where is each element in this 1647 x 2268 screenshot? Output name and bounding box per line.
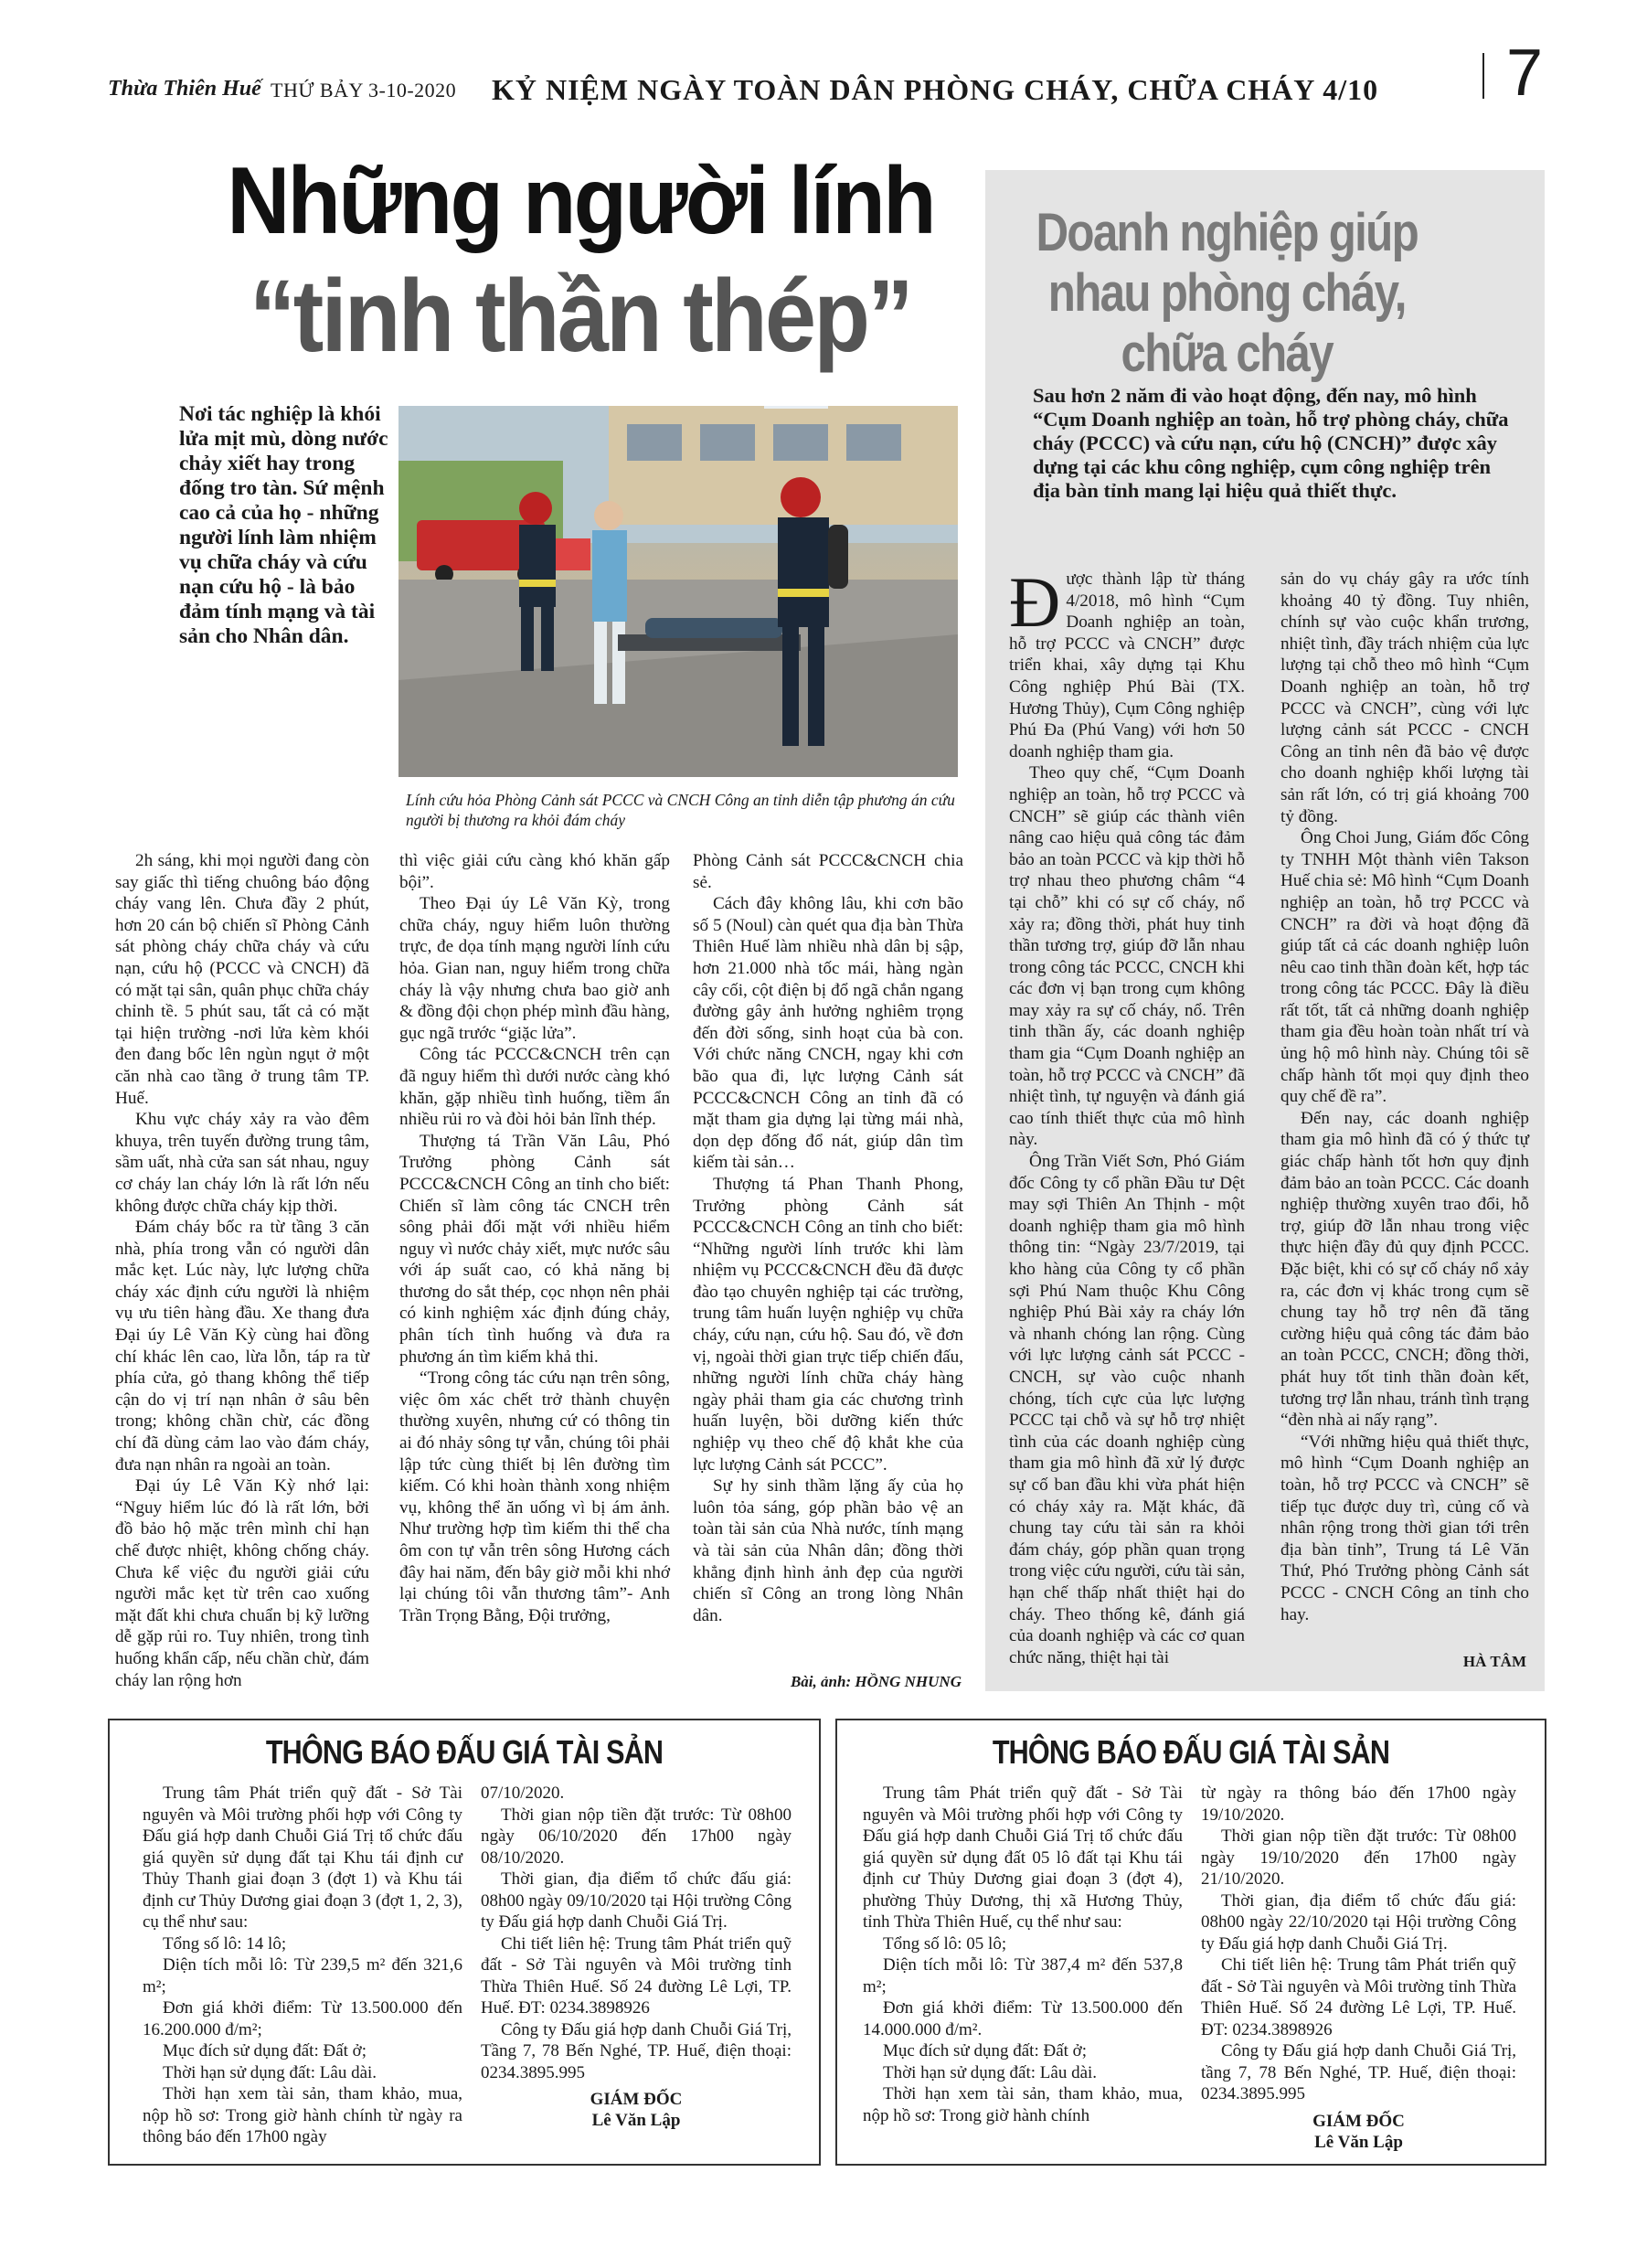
firefighter-rescue-photo xyxy=(398,406,958,777)
paragraph: Sự hy sinh thầm lặng ấy của họ luôn tỏa sáng, góp phần bảo vệ an toàn tài sản của Nhà nước, tính mạng và tài sản của Nhân dân; đồng thời khẳng định hình ảnh đẹp của người chiến sĩ Công an trong lòng Nhân dân. xyxy=(693,1476,963,1625)
paragraph: Đại úy Lê Văn Kỳ nhớ lại: “Nguy hiểm lúc đó là rất lớn, bởi đồ bảo hộ mặc trên mình chỉ hạn chế được nhiệt, không chống cháy. Chưa kể việc đu người giải cứu người mắc kẹt từ trên cao xuống mặt đất khi chưa chuẩn bị kỹ lưỡng dễ gặp rủi ro. Tuy nhiên, trong tình huống khẩn cấp, nếu chần chừ, đám cháy lan rộng hơn xyxy=(115,1476,369,1690)
paragraph: Đến nay, các doanh nghiệp tham gia mô hình đã có ý thức tự giác chấp hành tốt hơn quy định đảm bảo an toàn PCCC. Các doanh nghiệp thường xuyên trao đổi, hỗ trợ, giúp đỡ lẫn nhau trong việc thực hiện đầy đủ quy định PCCC. Đặc biệt, khi có sự cố cháy nổ xảy ra, các đơn vị khác trong cụm sẽ chung tay hỗ trợ nên đã tăng cường hiệu quả công tác đảm bảo an toàn PCCC, CNCH; đồng thời, phát huy tốt tinh thần đoàn kết, tương trợ lẫn nhau, tránh tình trạng “đèn nhà ai nấy rạng”. xyxy=(1280,1108,1529,1431)
paragraph: sản do vụ cháy gây ra ước tính khoảng 40 tỷ đồng. Tuy nhiên, chính sự vào cuộc khẩn trương, nhiệt tình, đầy trách nhiệm của lực lượng tại chỗ theo mô hình “Cụm Doanh nghiệp an toàn, hỗ trợ PCCC và CNCH”, cùng với lực lượng cảnh sát PCCC - CNCH Công an tỉnh nên đã bảo vệ được cho doanh nghiệp khối lượng tài sản rất lớn, có trị giá khoảng 700 tỷ đồng. xyxy=(1280,570,1529,826)
notice-title: THÔNG BÁO ĐẤU GIÁ TÀI SẢN xyxy=(265,1733,664,1771)
article-byline: Bài, ảnh: HỒNG NHUNG xyxy=(790,1673,962,1690)
paragraph: Đám cháy bốc ra từ tầng 3 căn nhà, phía trong vẫn có người dân mắc kẹt. Lúc này, lực lượng chữa cháy xác định cứu người là nhiệm vụ ưu tiên hàng đầu. Xe thang đưa Đại úy Lê Văn Kỳ cùng hai đồng chí khác lên cao, lừa lỗn, táp ra từ phía cửa, gỏ thang không thể tiếp cận do vị trí nạn nhân ở sâu bên trong; không chần chừ, các đồng chí đã dùng cảm lao vào đám cháy, đưa nạn nhân ra ngoài an toàn. xyxy=(115,1218,369,1475)
paragraph: Khu vực cháy xảy ra vào đêm khuya, trên tuyến đường trung tâm, sầm uất, nhà cửa san sát nhau, nguy cơ cháy lan cháy lớn là rất lớn nếu không được chữa cháy kịp thời. xyxy=(115,1110,369,1216)
paragraph: Chi tiết liên hệ: Trung tâm Phát triển quỹ đất - Sở Tài nguyên và Môi trường tỉnh Thừa Thiên Huế. Số 24 đường Lê Lợi, TP. Huế. ĐT: 0234.3898926 xyxy=(1201,1955,1516,2039)
paragraph: Công tác PCCC&CNCH trên cạn đã nguy hiểm thì dưới nước càng khó khăn, gặp nhiều tình huống, tiềm ẩn nhiều rủi ro và đòi hỏi bản lĩnh thép. xyxy=(399,1045,670,1130)
article-headline-line1: Những người lính xyxy=(227,148,934,254)
paragraph: Công ty Đấu giá hợp danh Chuỗi Giá Trị, Tầng 7, 78 Bến Nghé, TP. Huế, điện thoại: 0234.3895.995 xyxy=(481,2019,792,2082)
notice-sign-role: GIÁM ĐỐC xyxy=(1312,2111,1405,2131)
paragraph: Trung tâm Phát triển quỹ đất - Sở Tài nguyên và Môi trường phối hợp với Công ty Đấu giá hợp danh Chuỗi Giá Trị tổ chức đấu giá quyền sử dụng đất tại Khu tái định cư Thủy Thanh giai đoạn 3 (đợt 1) và Khu tái định cư Thủy Dương giai đoạn 3 (đợt 1, 2, 3), cụ thể như sau: xyxy=(143,1784,462,1932)
paragraph: Ông Choi Jung, Giám đốc Công ty TNHH Một thành viên Takson Huế chia sẻ: Mô hình “Cụm Doanh nghiệp an toàn, hỗ trợ PCCC và CNCH” ra đời và hoạt động đã giúp tất cả các doanh nghiệp luôn nêu cao tinh thần đoàn kết, hợp tác trong công tác PCCC. Đây là điều rất tốt, tất cả những doanh nghiệp tham gia đều hoàn toàn nhất trí và ủng hộ mô hình này. Chúng tôi sẽ chấp hành tốt mọi quy định theo quy chế đề ra”. xyxy=(1280,828,1529,1107)
paragraph: Tổng số lô: 14 lô; xyxy=(163,1933,287,1954)
paragraph: Thời gian, địa điểm tổ chức đấu giá: 08h00 ngày 22/10/2020 tại Hội trường Công ty Đấu giá hợp danh Chuỗi Giá Trị. xyxy=(1201,1890,1516,1954)
paragraph: Đơn giá khởi điểm: Từ 13.500.000 đến 16.200.000 đ/m²; xyxy=(143,1998,462,2039)
paragraph: Theo Đại úy Lê Văn Kỳ, trong chữa cháy, nguy hiểm luôn thường trực, đe dọa tính mạng người lính cứu hỏa. Gian nan, nguy hiểm trong chữa cháy là vậy nhưng chưa bao giờ anh & đồng đội chọn phép mình đầu hàng, gục ngã trước “giặc lửa”. xyxy=(399,894,670,1043)
sidebar-headline: Doanh nghiệp giúp nhau phòng cháy, chữa cháy xyxy=(1036,203,1418,383)
article-column-1 xyxy=(115,850,369,1691)
paragraph: Thời hạn sử dụng đất: Lâu dài. xyxy=(883,2062,1098,2082)
paragraph: Công ty Đấu giá hợp danh Chuỗi Giá Trị, tầng 7, 78 Bến Nghé, TP. Huế, điện thoại: 0234.3895.995 xyxy=(1201,2041,1516,2103)
drop-cap: Đ xyxy=(1009,562,1061,642)
article-column-2 xyxy=(399,850,670,1626)
paragraph: Thượng tá Trần Văn Lâu, Phó Trưởng phòng Cảnh sát PCCC&CNCH Công an tỉnh cho biết: Chiến sĩ làm công tác CNCH trên sông phải đối mặt với nhiều hiểm nguy vì nước chảy xiết, mực nước sâu với áp suất cao, có khả năng bị thương do sắt thép, cọc nhọn nên phải có kinh nghiệm xác định đúng chảy, phân tích tình huống và đưa ra phương án tìm kiếm khả thi. xyxy=(399,1131,670,1367)
sidebar-column-1 xyxy=(1009,562,1245,1668)
paragraph: Phòng Cảnh sát PCCC&CNCH chia sẻ. xyxy=(693,851,963,892)
paragraph: Thời gian, địa điểm tổ chức đấu giá: 08h00 ngày 09/10/2020 tại Hội trường Công ty Đấu giá hợp danh Chuỗi Giá Trị. xyxy=(481,1869,792,1932)
paragraph: Thời hạn sử dụng đất: Lâu dài. xyxy=(163,2062,377,2082)
paragraph: “Trong công tác cứu nạn trên sông, việc ôm xác chết trở thành chuyện thường xuyên, nhưng cứ có thông tin ai đó nhảy sông tự vẫn, chúng tôi phải lập tức cùng thiết bị lên đường tìm kiếm. Có khi hoàn thành xong nhiệm vụ, không thể ăn uống vì bị ám ảnh. Như trường hợp tìm kiếm thi thể cha ôm con tự vẫn trên sông Hương cách đây hai năm, đến bây giờ mỗi khi nhớ lại chúng tôi vẫn thương tâm”- Anh Trần Trọng Bằng, Đội trưởng, xyxy=(399,1368,670,1625)
paragraph: Thời gian nộp tiền đặt trước: Từ 08h00 ngày 19/10/2020 đến 17h00 ngày 21/10/2020. xyxy=(1201,1826,1516,1889)
sidebar-lead: Sau hơn 2 năm đi vào hoạt động, đến nay, mô hình “Cụm Doanh nghiệp an toàn, hỗ trợ phòng cháy, chữa cháy (PCCC) và cứu nạn, cứu hộ (CNCH)” được xây dựng tại các khu công nghiệp, cụm công nghiệp trên địa bàn tỉnh mang lại hiệu quả thiết thực. xyxy=(1033,384,1509,502)
paragraph: Trung tâm Phát triển quỹ đất - Sở Tài nguyên và Môi trường phối hợp với Công ty Đấu giá hợp danh Chuỗi Giá Trị tổ chức đấu giá quyền sử dụng đất 05 lô đất tại Khu tái định cư Thủy Dương giai đoạn 3 (đợt 4), phường Thủy Dương, thị xã Hương Thủy, tỉnh Thừa Thiên Huế, cụ thể như sau: xyxy=(863,1784,1183,1932)
sidebar-signature: HÀ TÂM xyxy=(1462,1653,1526,1670)
notice-sign-name: Lê Văn Lập xyxy=(591,2111,681,2130)
notice-column-1 xyxy=(863,1783,1183,2153)
paragraph: Thời hạn xem tài sản, tham khảo, mua, nộp hồ sơ: Trong giờ hành chính xyxy=(863,2084,1183,2125)
paragraph: từ ngày ra thông báo đến 17h00 ngày 19/10/2020. xyxy=(1201,1784,1516,1825)
notice-column-2 xyxy=(481,1783,792,2148)
paragraph: Theo quy chế, “Cụm Doanh nghiệp an toàn, hỗ trợ PCCC và CNCH” sẽ giúp các thành viên nâng cao hiệu quả công tác đảm bảo an toàn PCCC và kịp thời hỗ trợ nhau theo phương châm “4 tại chỗ” khi có sự cố cháy, nổ xảy ra; đồng thời, phát huy tinh thần tương trợ, giúp đỡ lẫn nhau trong công tác PCCC, CNCH khi các đơn vị bạn trong cụm không may xảy ra sự cố cháy, nổ. Trên tinh thần ấy, các doanh nghiệp tham gia “Cụm Doanh nghiệp an toàn, hỗ trợ PCCC và CNCH” đã nhiệt tình, tự nguyện và đánh giá cao tính thiết thực của mô hình này. xyxy=(1009,763,1245,1150)
section-title: KỶ NIỆM NGÀY TOÀN DÂN PHÒNG CHÁY, CHỮA CHÁY 4/10 xyxy=(492,73,1379,106)
paragraph: Diện tích mỗi lô: Từ 387,4 m² đến 537,8 m²; xyxy=(863,1955,1183,1996)
paragraph: Thời gian nộp tiền đặt trước: Từ 08h00 ngày 06/10/2020 đến 17h00 ngày 08/10/2020. xyxy=(481,1805,792,1868)
auction-notice-2 xyxy=(835,1719,1546,2166)
paragraph: thì việc giải cứu càng khó khăn gấp bội”. xyxy=(399,851,670,892)
paragraph: “Với những hiệu quả thiết thực, mô hình “Cụm Doanh nghiệp an toàn, hỗ trợ PCCC và CNCH” sẽ tiếp tục được duy trì, củng cố và nhân rộng trong thời gian tới trên địa bàn tỉnh”, Trung tá Lê Văn Thứ, Phó Trưởng phòng Cảnh sát PCCC - CNCH Công an tỉnh cho hay. xyxy=(1280,1432,1529,1624)
paragraph-text: ược thành lập từ tháng 4/2018, mô hình “Cụm Doanh nghiệp an toàn, hỗ trợ PCCC và CNCH” được triển khai, xây dựng tại Khu Công nghiệp Phú Bài (TX. Hương Thủy), Cụm Công nghiệp Phú Đa (Phú Vang) với hơn 50 doanh nghiệp tham gia. xyxy=(1009,570,1245,761)
paragraph: 07/10/2020. xyxy=(481,1784,565,1803)
page-number: 7 xyxy=(1506,37,1544,110)
photo-caption: Lính cứu hỏa Phòng Cảnh sát PCCC và CNCH Công an tỉnh diễn tập phương án cứu người bị thương ra khỏi đám cháy xyxy=(406,791,955,829)
sidebar-column-2 xyxy=(1280,569,1529,1625)
issue-date: THỨ BẢY 3-10-2020 xyxy=(271,79,457,101)
paragraph: Ông Trần Viết Sơn, Phó Giám đốc Công ty cổ phần Đầu tư Dệt may sợi Thiên An Thịnh - một doanh nghiệp tham gia mô hình thông tin: “Ngày 23/7/2019, tại kho hàng của Công ty cổ phần sợi Phú Nam thuộc Khu Công nghiệp Phú Bài xảy ra cháy lớn và nhanh chóng lan rộng. Cùng với lực lượng cảnh sát PCCC - CNCH, sự vào cuộc nhanh chóng, tích cực của lực lượng PCCC tại chỗ và sự hỗ trợ nhiệt tình của các doanh nghiệp cùng tham gia mô hình đã xử lý được sự cố ban đầu khi vừa phát hiện có cháy xảy ra. Mặt khác, đã chung tay cứu tài sản ra khỏi đám cháy, góp phần quan trọng trong việc cứu người, cứu tài sản, hạn chế thấp nhất thiệt hại do cháy. Theo thống kê, đánh giá của doanh nghiệp và các cơ quan chức năng, thiệt hại tài xyxy=(1009,1152,1245,1667)
article-headline-line2: “tinh thần thép” xyxy=(250,259,911,373)
newspaper-name: Thừa Thiên Huế xyxy=(108,77,261,101)
paragraph: Thượng tá Phan Thanh Phong, Trưởng phòng Cảnh sát PCCC&CNCH Công an tỉnh cho biết: “Những người lính trước khi làm nhiệm vụ PCCC&CNCH đều đã được đào tạo chuyên nghiệp tại các trường, trung tâm huấn luyện nghiệp vụ chữa cháy, cứu nạn, cứu hộ. Sau đó, về đơn vị, ngoài thời gian trực tiếp chiến đấu, những người lính chữa cháy hàng ngày phải tham gia các chương trình huấn luyện, bồi dưỡng kiến thức nghiệp vụ theo chế độ khắt khe của lực lượng Cảnh sát PCCC”. xyxy=(693,1174,963,1475)
article-column-3 xyxy=(693,850,963,1626)
paragraph: Tổng số lô: 05 lô; xyxy=(883,1933,1007,1954)
auction-notice-1 xyxy=(108,1719,821,2166)
notice-sign-role: GIÁM ĐỐC xyxy=(590,2090,683,2109)
paragraph: Cách đây không lâu, khi cơn bão số 5 (Noul) càn quét qua địa bàn Thừa Thiên Huế làm nhiều nhà dân bị sập, hơn 21.000 nhà tốc mái, hàng ngàn cây cối, cột điện bị đổ ngã chắn ngang đường gây ảnh hưởng nghiêm trọng đến đời sống, sinh hoạt của bà con. Với chức năng CNCH, ngay khi cơn bão qua đi, lực lượng Cảnh sát PCCC&CNCH Công an tỉnh đã có mặt tham gia dựng lại từng mái nhà, dọn dẹp đống đổ nát, giúp dân tìm kiếm tài sản… xyxy=(693,894,963,1173)
photo-illustration xyxy=(398,406,958,777)
notice-sign-name: Lê Văn Lập xyxy=(1314,2132,1403,2152)
paragraph: Thời hạn xem tài sản, tham khảo, mua, nộp hồ sơ: Trong giờ hành chính từ ngày ra thông báo đến 17h00 ngày xyxy=(143,2084,462,2146)
header-divider xyxy=(1482,53,1484,99)
notice-column-1 xyxy=(143,1783,462,2148)
paragraph: Chi tiết liên hệ: Trung tâm Phát triển quỹ đất - Sở Tài nguyên và Môi trường tỉnh Thừa Thiên Huế. Số 24 đường Lê Lợi, TP. Huế. ĐT: 0234.3898926 xyxy=(481,1933,792,2018)
paragraph: 2h sáng, khi mọi người đang còn say giấc thì tiếng chuông báo động cháy vang lên. Chưa đầy 2 phút, hơn 20 cán bộ chiến sĩ Phòng Cảnh sát phòng cháy chữa cháy và cứu nạn, cứu hộ (PCCC và CNCH) đã có mặt tại sân, quân phục chữa cháy chỉnh tề. 5 phút sau, tất cả có mặt tại hiện trường -nơi lửa kèm khói đen đang bốc lên ngùn ngụt ở một căn nhà cao tầng ở trung tâm TP. Huế. xyxy=(115,851,369,1108)
paragraph xyxy=(1009,562,1245,762)
notice-title: THÔNG BÁO ĐẤU GIÁ TÀI SẢN xyxy=(992,1733,1390,1771)
paragraph: Đơn giá khởi điểm: Từ 13.500.000 đến 14.000.000 đ/m². xyxy=(863,1998,1183,2039)
paragraph: Mục đích sử dụng đất: Đất ở; xyxy=(883,2041,1087,2060)
paragraph: Diện tích mỗi lô: Từ 239,5 m² đến 321,6 m²; xyxy=(143,1955,462,1996)
article-lead: Nơi tác nghiệp là khói lửa mịt mù, dòng nước chảy xiết hay trong đống tro tàn. Sứ mệnh cao cả của họ - những người lính làm nhiệm vụ chữa cháy và cứu nạn cứu hộ - là bảo đảm tính mạng và tài sản cho Nhân dân. xyxy=(179,402,388,648)
notice-column-2 xyxy=(1201,1783,1516,2153)
paragraph: Mục đích sử dụng đất: Đất ở; xyxy=(163,2041,367,2060)
